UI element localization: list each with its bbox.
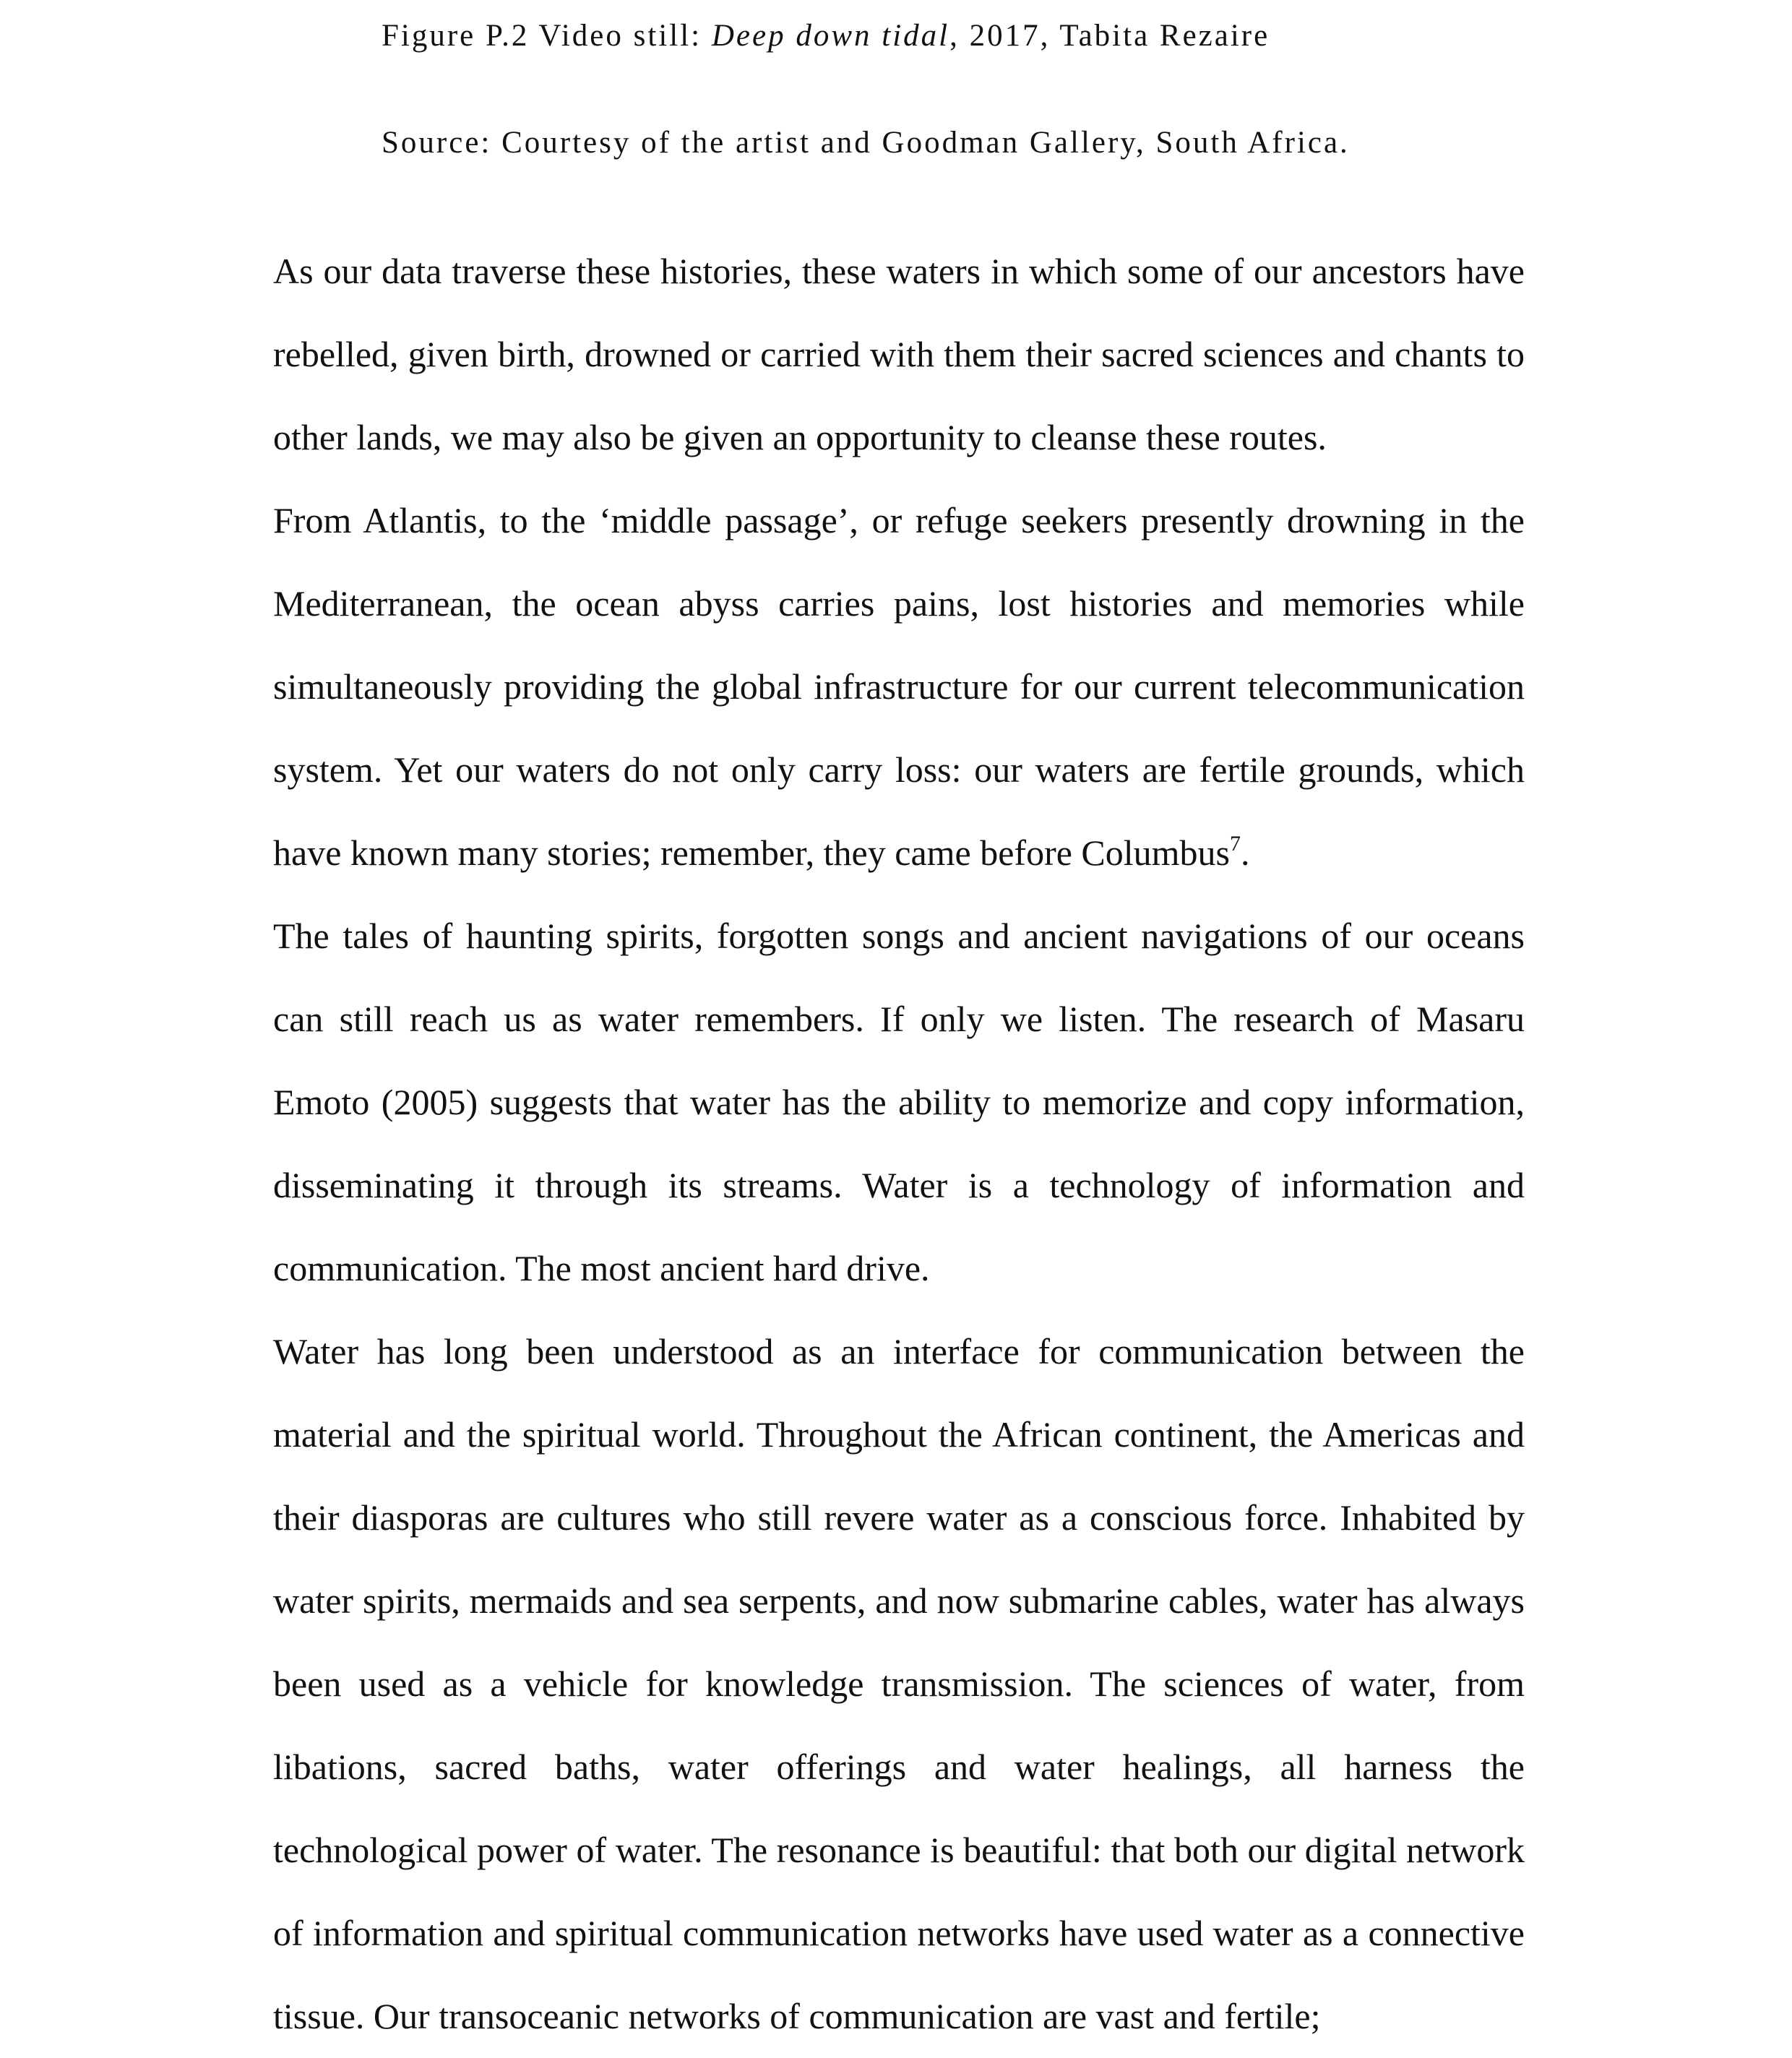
figure-caption-prefix: Figure P.2 Video still: (382, 19, 712, 53)
paragraph-2-text: From Atlantis, to the ‘middle passage’, or refuge seekers presently drowning in the Mediterranean, the ocean abyss carries pains, lost histories and memories while simultaneously providing the global infrastructure for our current telecommunication system. Yet our waters do not only carry loss: our waters are fertile grounds, which have known many stories; remember, they came before Columbus (273, 500, 1525, 873)
paragraph-3: The tales of haunting spirits, forgotten songs and ancient navigations of our oceans can still reach us as water remembers. If only we listen. The research of Masaru Emoto (2005) suggests that water has the ability to memorize and copy information, disseminating it through its streams. Water is a technology of information and communication. The most ancient hard drive. (273, 916, 1525, 1288)
figure-caption (382, 14, 1270, 58)
body-text (273, 230, 1525, 2058)
source-line: Source: Courtesy of the artist and Goodman Gallery, South Africa. (382, 126, 1350, 160)
paragraph-4: Water has long been understood as an interface for communication between the material and the spiritual world. Throughout the African continent, the Americas and their diasporas are cultures who still revere water as a conscious force. Inhabited by water spirits, mermaids and sea serpents, and now submarine cables, water has always been used as a vehicle for knowledge transmission. The sciences of water, from libations, sacred baths, water offerings and water healings, all harness the technological power of water. The resonance is beautiful: that both our digital network of information and spiritual communication networks have used water as a connective tissue. Our transoceanic networks of communication are vast and fertile; (273, 1331, 1525, 2036)
figure-caption-title: Deep down tidal (711, 19, 950, 53)
paragraph-2-end: . (1241, 832, 1250, 873)
footnote-marker[interactable]: 7 (1230, 832, 1241, 856)
figure-caption-suffix: , 2017, Tabita Rezaire (949, 19, 1270, 53)
paragraph-2 (273, 479, 1525, 895)
paragraph-1: As our data traverse these histories, these waters in which some of our ancestors have rebelled, given birth, drowned or carried with them their sacred sciences and chants to other lands, we may also be given an opportunity to cleanse these routes. (273, 251, 1525, 457)
